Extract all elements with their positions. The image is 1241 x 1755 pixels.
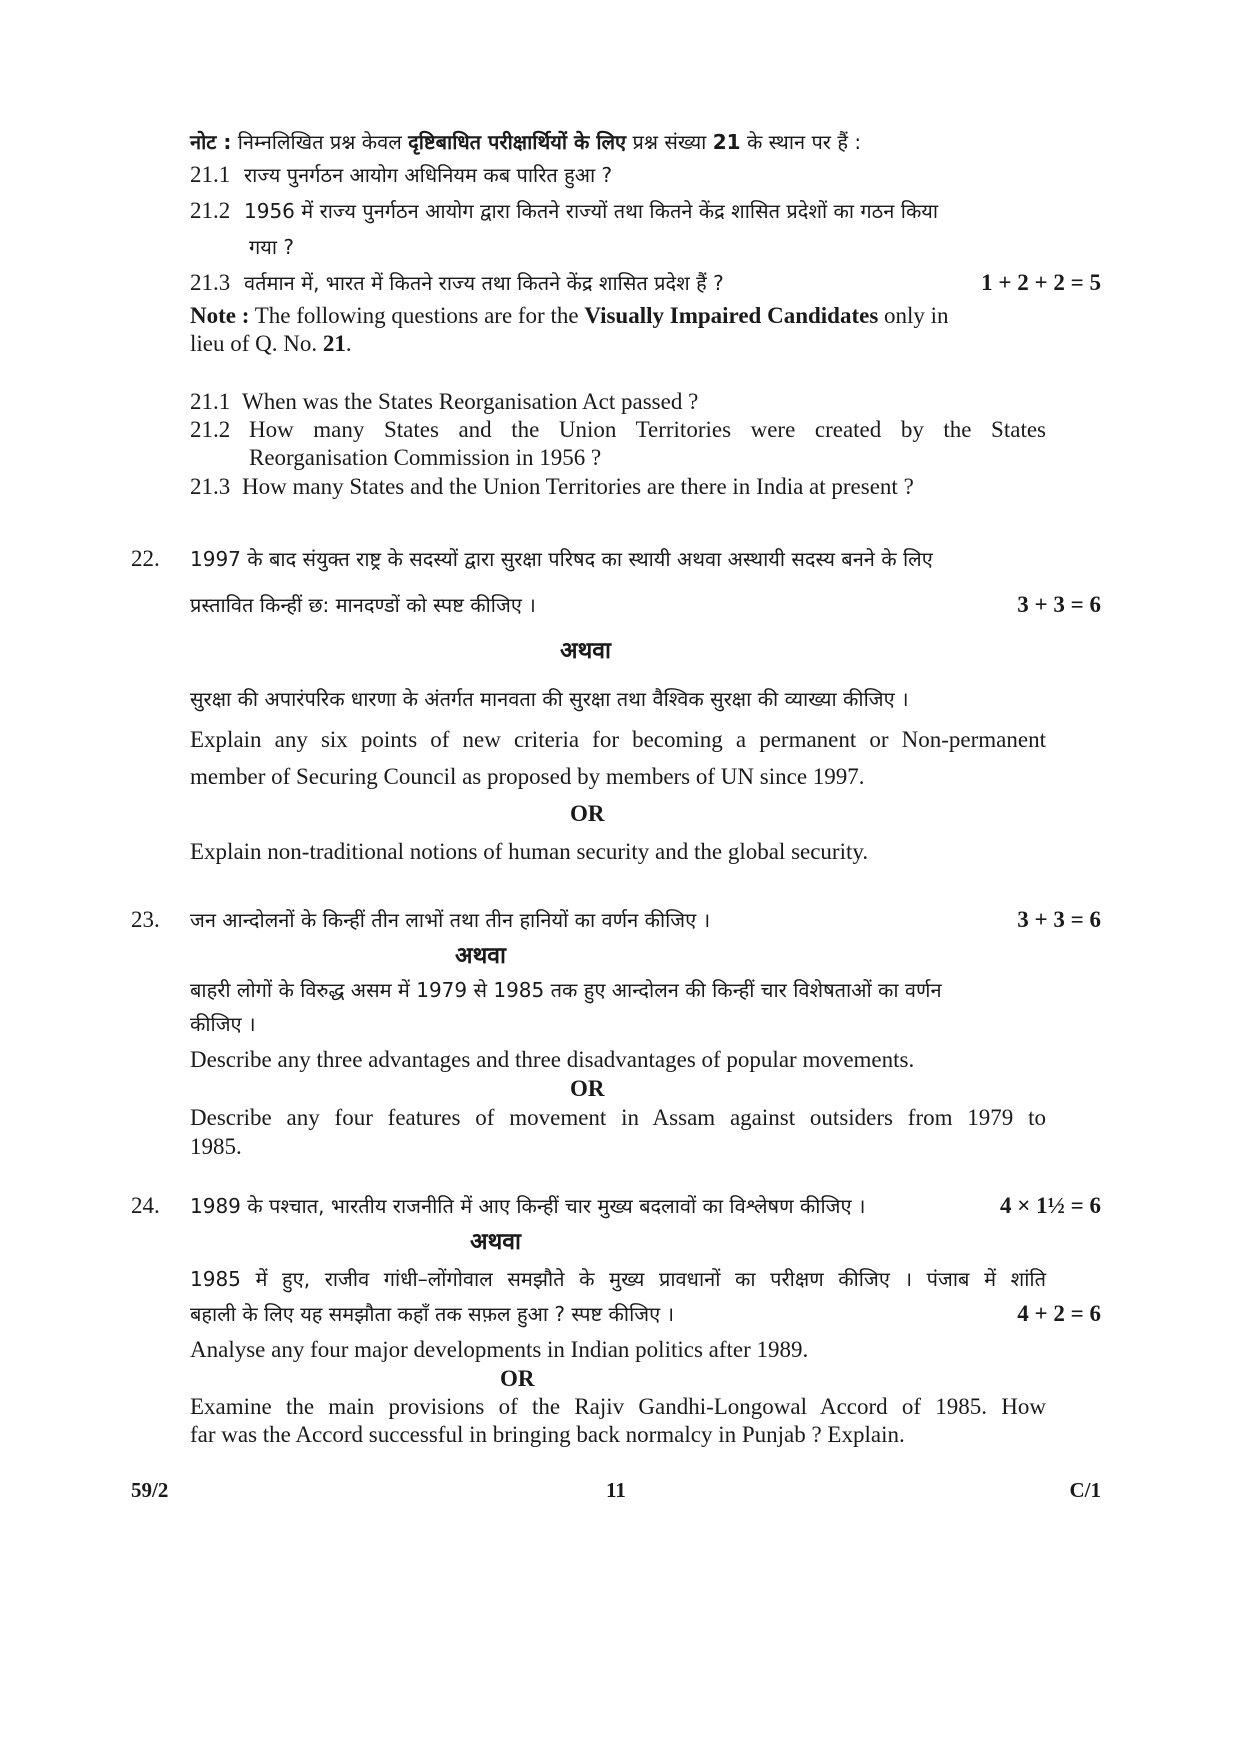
q22-english-or: OR bbox=[570, 801, 605, 826]
q21-hindi-item-text: वर्तमान में, भारत में कितने राज्य तथा कितने केंद्र शासित प्रदेश हैं ? bbox=[244, 271, 724, 295]
q23-hindi-alt: बाहरी लोगों के विरुद्ध असम में 1979 से 1985 तक हुए आन्दोलन की किन्हीं चार विशेषताओं का वर्णन bbox=[190, 978, 942, 1002]
q21-hindi-note-text: प्रश्न संख्या bbox=[632, 130, 707, 154]
q21-english-note-qno: 21 bbox=[322, 331, 346, 356]
q23-hindi-text: जन आन्दोलनों के किन्हीं तीन लाभों तथा तीन हानियों का वर्णन कीजिए । bbox=[190, 908, 711, 932]
q21-hindi-item-text: राज्य पुनर्गठन आयोग अधिनियम कब पारित हुआ ? bbox=[244, 163, 613, 187]
q24-marks: 4 × 1½ = 6 bbox=[1000, 1193, 1101, 1218]
q23-hindi-or: अथवा bbox=[455, 943, 507, 969]
q22-hindi-text: 1997 के बाद संयुक्त राष्ट्र के सदस्यों द्वारा सुरक्षा परिषद का स्थायी अथवा अस्थायी सदस्य बनने के लिए bbox=[190, 547, 933, 571]
q23-english-or: OR bbox=[570, 1076, 605, 1101]
q21-hindi-item-text: 1956 में राज्य पुनर्गठन आयोग द्वारा कितने राज्यों तथा कितने केंद्र शासित प्रदेशों का गठन किया bbox=[244, 199, 939, 223]
q21-hindi-item-num: 21.3 bbox=[190, 270, 231, 295]
q21-english-item-cont: Reorganisation Commission in 1956 ? bbox=[249, 445, 602, 470]
q24-hindi-text: 1989 के पश्चात, भारतीय राजनीति में आए किन्हीं चार मुख्य बदलावों का विश्लेषण कीजिए । bbox=[190, 1194, 866, 1218]
q21-english-item bbox=[190, 388, 698, 416]
q23-number: 23. bbox=[131, 907, 160, 932]
q23-marks: 3 + 3 = 6 bbox=[1017, 907, 1101, 932]
q21-english-note-bold: Visually Impaired Candidates bbox=[584, 303, 879, 328]
q22-hindi-text: प्रस्तावित किन्हीं छ: मानदण्डों को स्पष्ट कीजिए । bbox=[190, 593, 536, 617]
q21-english-item-text: How many States and the Union Territories are there in India at present ? bbox=[242, 474, 914, 499]
q21-hindi-item bbox=[190, 197, 938, 225]
q21-english-item-num: 21.2 bbox=[190, 417, 231, 442]
q24-hindi-alt: बहाली के लिए यह समझौता कहाँ तक सफ़ल हुआ ? स्पष्ट कीजिए । bbox=[190, 1302, 675, 1326]
q21-hindi-note-bold: दृष्टिबाधित परीक्षार्थियों के लिए bbox=[408, 130, 627, 154]
q21-english-item-num: 21.1 bbox=[190, 389, 231, 414]
q21-english-item bbox=[190, 416, 230, 444]
q23-english-alt: Describe any four features of movement in Assam against outsiders from 1979 to bbox=[190, 1105, 1046, 1130]
q21-english-item-text: How many States and the Union Territories were created by the States bbox=[249, 417, 1046, 442]
q24-english-alt: far was the Accord successful in bringing back normalcy in Punjab ? Explain. bbox=[190, 1422, 905, 1447]
q24-english-alt: Examine the main provisions of the Rajiv Gandhi-Longowal Accord of 1985. How bbox=[190, 1394, 1046, 1419]
q21-english-note-line2 bbox=[190, 330, 352, 358]
q21-hindi-note-qno: 21 bbox=[712, 130, 741, 154]
q21-marks: 1 + 2 + 2 = 5 bbox=[981, 270, 1101, 295]
q24-english-or: OR bbox=[500, 1366, 535, 1391]
q21-english-item-num: 21.3 bbox=[190, 474, 231, 499]
q24-english-text: Analyse any four major developments in Indian politics after 1989. bbox=[190, 1337, 809, 1362]
q21-english-item-text: When was the States Reorganisation Act passed ? bbox=[242, 389, 699, 414]
q21-english-item bbox=[190, 473, 914, 501]
q22-hindi-or: अथवा bbox=[560, 638, 612, 664]
q21-hindi-note-prefix: नोट : bbox=[190, 130, 232, 154]
footer-page-number: 11 bbox=[606, 1478, 626, 1502]
q21-hindi-note-text: के स्थान पर हैं : bbox=[746, 130, 862, 154]
q22-hindi-alt: सुरक्षा की अपारंपरिक धारणा के अंतर्गत मानवता की सुरक्षा तथा वैश्विक सुरक्षा की व्याख्या कीजिए । bbox=[190, 687, 909, 711]
q21-english-note-prefix: Note : bbox=[190, 303, 250, 328]
q24-marks: 4 + 2 = 6 bbox=[1017, 1301, 1101, 1326]
q22-english-text: Explain any six points of new criteria for becoming a permanent or Non-permanent bbox=[190, 727, 1046, 752]
footer-set-code: C/1 bbox=[1069, 1478, 1101, 1502]
q22-english-alt: Explain non-traditional notions of human security and the global security. bbox=[190, 839, 869, 864]
q21-english-note-text: only in bbox=[884, 303, 949, 328]
q21-english-note bbox=[190, 302, 949, 330]
q22-number: 22. bbox=[131, 546, 160, 571]
q22-english-text: member of Securing Council as proposed by members of UN since 1997. bbox=[190, 764, 865, 789]
q22-marks: 3 + 3 = 6 bbox=[1017, 592, 1101, 617]
q23-english-alt: 1985. bbox=[190, 1134, 242, 1159]
q21-hindi-item-num: 21.2 bbox=[190, 198, 231, 223]
q21-hindi-note bbox=[190, 128, 861, 156]
q23-english-text: Describe any three advantages and three disadvantages of popular movements. bbox=[190, 1047, 915, 1072]
q24-hindi-alt: 1985 में हुए, राजीव गांधी–लोंगोवाल समझौते के मुख्य प्रावधानों का परीक्षण कीजिए । पंजाब में शांति bbox=[190, 1267, 1046, 1291]
footer-paper-code: 59/2 bbox=[131, 1478, 169, 1502]
q24-hindi-or: अथवा bbox=[470, 1229, 522, 1255]
q21-english-note-text: The following questions are for the bbox=[254, 303, 579, 328]
q23-hindi-alt: कीजिए । bbox=[190, 1012, 256, 1036]
q21-hindi-item-num: 21.1 bbox=[190, 162, 231, 187]
q24-number: 24. bbox=[131, 1193, 160, 1218]
q21-hindi-item bbox=[190, 161, 612, 189]
q21-english-note-text: lieu of Q. No. bbox=[190, 331, 318, 356]
q21-hindi-item bbox=[190, 269, 724, 297]
q21-hindi-note-text: निम्नलिखित प्रश्न केवल bbox=[237, 130, 402, 154]
q21-hindi-item-cont: गया ? bbox=[249, 235, 295, 259]
q21-english-note-period: . bbox=[345, 331, 352, 356]
